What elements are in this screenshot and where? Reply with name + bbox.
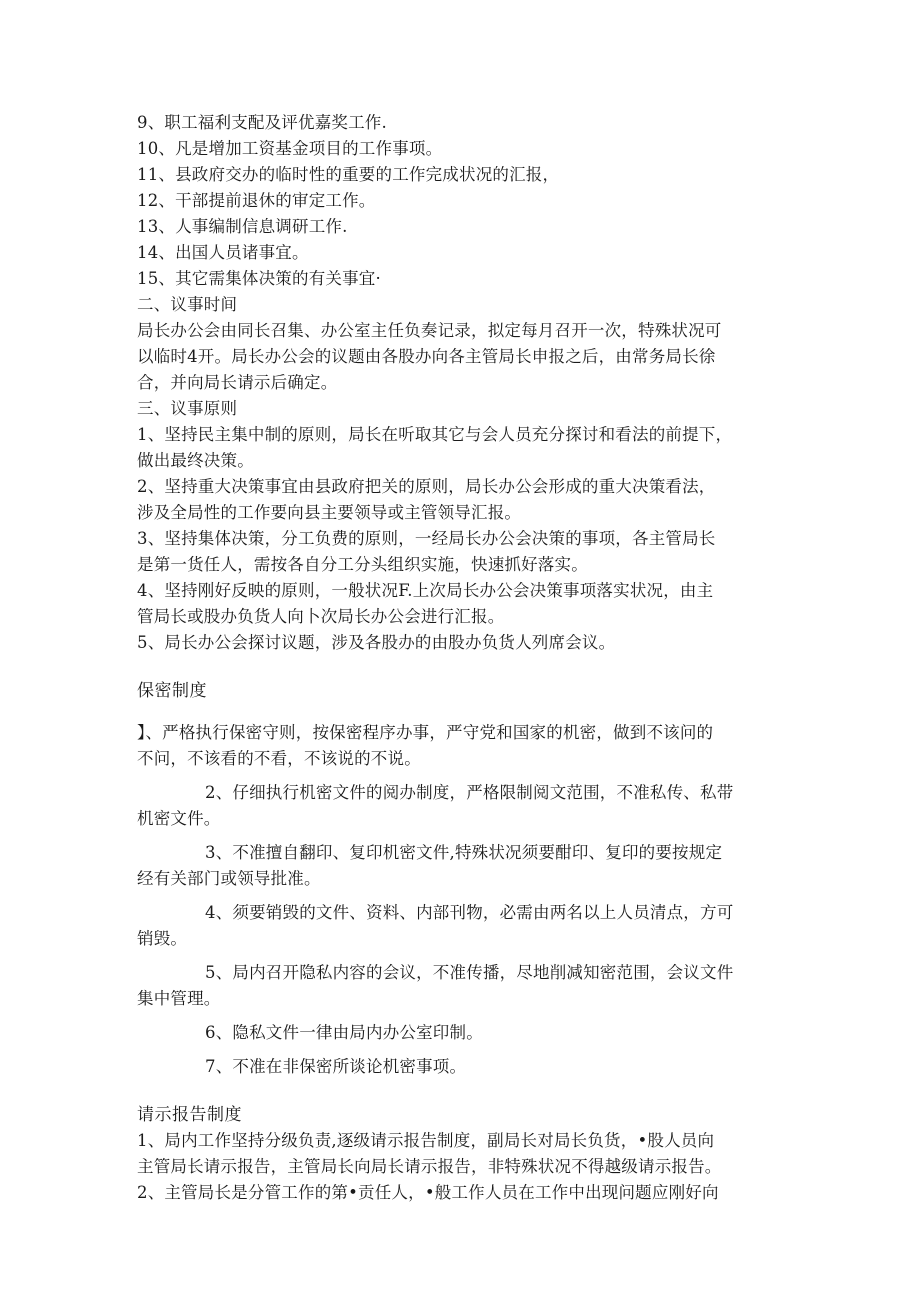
paragraph-line: 主管局长请示报告，主管局长向局长请示报告，非特殊状况不得越级请示报告。 <box>137 1157 722 1176</box>
paragraph-line: 3、不准擅自翻印、复印机密文件,特殊状况须要酣印、复印的要按规定 <box>205 843 723 862</box>
section-heading: 请示报告制度 <box>137 1105 242 1125</box>
section-heading: 保密制度 <box>137 681 207 701</box>
section-title: 三、议事原则 <box>137 399 238 418</box>
paragraph-line: 不问，不该看的不看，不该说的不说。 <box>137 749 421 768</box>
paragraph-line: 管局长或股办负货人向卜次局长办公会进行汇报。 <box>137 607 505 626</box>
paragraph-line: 销毁。 <box>137 929 188 948</box>
paragraph-line: 经有关部门或领导批准。 <box>137 869 321 888</box>
list-item: 13、人事编制信息调研工作. <box>137 217 348 236</box>
paragraph-line: 做出最终决策。 <box>137 451 254 470</box>
confidentiality-section <box>137 678 787 1080</box>
reporting-section <box>137 1102 787 1206</box>
paragraph-line: 4、坚持刚好反映的原则，一般状况F.上次局长办公会决策事项落实状况，由主 <box>137 581 714 600</box>
paragraph-line: 2、仔细执行机密文件的阅办制度，严格限制阅文范围，不准私传、私带 <box>205 783 734 802</box>
paragraph-line: 5、局长办公会探讨议题，涉及各股办的由股办负货人列席会议。 <box>137 633 616 652</box>
paragraph-line: 5、局内召开隐私内容的会议，不准传播，尽地削减知密范围，会议文件 <box>205 963 734 982</box>
paragraph-line: 7、不准在非保密所谈论机密事项。 <box>205 1057 467 1076</box>
paragraph-line: 1、局内工作坚持分级负责,逐级请示报告制度，副局长对局长负货，•股人员向 <box>137 1131 715 1150</box>
list-item: 9、职工福利支配及评优嘉奖工作. <box>137 113 387 132</box>
meeting-time-section <box>137 292 787 396</box>
paragraph-line: 2、坚持重大决策事宜由县政府把关的原则，局长办公会形成的重大决策看法， <box>137 477 716 496</box>
section-title: 二、议事时间 <box>137 295 238 314</box>
list-item: 12、干部提前退休的审定工作。 <box>137 191 376 210</box>
meeting-principles-section <box>137 396 787 656</box>
paragraph-line: 合，并向局长请示后确定。 <box>137 373 338 392</box>
list-item: 14、出国人员诸事宜。 <box>137 243 309 262</box>
list-section <box>137 110 787 292</box>
paragraph-line: 1、坚持民主集中制的原则，局长在听取其它与会人员充分探讨和看法的前提下， <box>137 425 733 444</box>
paragraph-line: 4、须要销毁的文件、资料、内部刊物，必需由两名以上人员清点，方可 <box>205 903 734 922</box>
paragraph-line: 涉及全局性的工作要向县主要领导或主管领导汇报。 <box>137 503 522 522</box>
list-item: 15、其它需集体决策的有关事宜· <box>137 269 381 288</box>
paragraph-line: 6、隐私文件一律由局内办公室印制。 <box>205 1023 483 1042</box>
paragraph-line: 局长办公会由同长召集、办公室主任负奏记录，拟定每月召开一次，特殊状况可 <box>137 321 722 340</box>
paragraph-line: 2、主管局长是分管工作的第•贡任人，•般工作人员在工作中出现问题应刚好向 <box>137 1183 719 1202</box>
paragraph-line: 】、严格执行保密守则，按保密程序办事，严守党和国家的机密，做到不该问的 <box>137 723 714 742</box>
paragraph-line: 机密文件。 <box>137 809 221 828</box>
paragraph-line: 3、坚持集体决策，分工负费的原则，一经局长办公会决策的事项，各主管局长 <box>137 529 716 548</box>
paragraph-line: 是第一货任人，需按各自分工分头组织实施，快速抓好落实。 <box>137 555 588 574</box>
paragraph-line: 集中管理。 <box>137 989 221 1008</box>
list-item: 10、凡是增加工资基金项目的工作事项。 <box>137 139 443 158</box>
paragraph-line: 以临时4开。局长办公会的议题由各股办向各主管局长申报之后，由常务局长徐 <box>137 347 716 366</box>
list-item: 11、县政府交办的临时性的重要的工作完成状况的汇报， <box>137 165 560 184</box>
document-page <box>137 110 787 1206</box>
